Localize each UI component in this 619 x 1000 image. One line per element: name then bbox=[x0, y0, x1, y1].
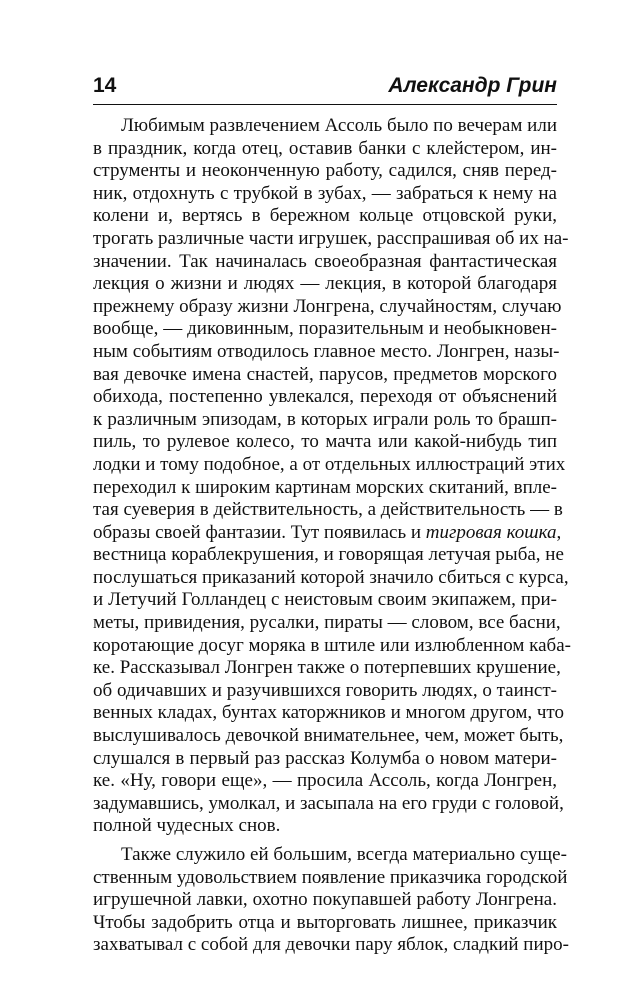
text-line: коротающие досуг моряка в штиле или излюбленном каба- bbox=[93, 634, 571, 656]
text-line: ник, отдохнуть с трубкой в зубах, — забраться к нему на bbox=[93, 182, 557, 204]
text-line: прежнему образу жизни Лонгрена, случайностям, случаю bbox=[93, 295, 562, 317]
text-line: лекция о жизни и людях — лекция, в которой благодаря bbox=[93, 273, 557, 295]
text-line: в праздник, когда отец, оставив банки с клейстером, ин- bbox=[93, 137, 557, 159]
text-line: струменты и неоконченную работу, садился, сняв перед- bbox=[93, 160, 557, 182]
text-line: переходил к широким картинам морских скитаний, впле- bbox=[93, 476, 557, 498]
text-line: значении. Так начиналась своеобразная фантастическая bbox=[93, 250, 557, 272]
text-line: к различным эпизодам, в которых играли роль то брашп- bbox=[93, 408, 557, 430]
text-line: захватывал с собой для девочки пару яблок, сладкий пиро- bbox=[93, 934, 569, 956]
text-line: выслушивалось девочкой внимательнее, чем, может быть, bbox=[93, 725, 564, 747]
page-number: 14 bbox=[93, 74, 117, 97]
italic-phrase: тигровая кошка bbox=[425, 521, 557, 543]
text-line: венных кладах, бунтах каторжников и многом другом, что bbox=[93, 702, 564, 724]
text-line: игрушечной лавки, охотно покупавшей работу Лонгрена. bbox=[93, 889, 557, 911]
text-line: ке. Рассказывал Лонгрен также о потерпевших крушение, bbox=[93, 657, 561, 679]
text-line: трогать различные части игрушек, расспрашивая об их на- bbox=[93, 227, 569, 249]
text-line: Любимым развлечением Ассоль было по вечерам или bbox=[121, 115, 557, 136]
book-author: Александр Грин bbox=[388, 74, 557, 97]
running-header bbox=[93, 74, 557, 104]
text-line: тая суеверия в действительность, а действительность — в bbox=[93, 499, 563, 521]
text-line: слушался в первый раз рассказ Колумба о новом матери- bbox=[93, 747, 557, 769]
text-line: ственным удовольствием появление приказчика городской bbox=[93, 866, 568, 888]
text-line: Также служило ей большим, всегда материально суще- bbox=[121, 844, 567, 865]
text-line: и Летучий Голландец с неистовым своим экипажем, при- bbox=[93, 589, 557, 611]
text-line: колени и, вертясь в бережном кольце отцовской руки, bbox=[93, 205, 557, 227]
text-line: об одичавших и разучившихся говорить людях, о таинст- bbox=[93, 679, 557, 701]
text-line: ным событиям отводилось главное место. Лонгрен, назы- bbox=[93, 340, 560, 362]
text-line: полной чудесных снов. bbox=[93, 815, 281, 837]
text-line: вестница кораблекрушения, и говорящая летучая рыба, не bbox=[93, 544, 564, 566]
text-line: лодки и тому подобное, а от отдельных иллюстраций этих bbox=[93, 453, 566, 475]
text-line: вообще, — диковинным, поразительным и необыкновен- bbox=[93, 318, 557, 340]
text-line: задумавшись, умолкал, и засыпала на его груди с головой, bbox=[93, 792, 564, 814]
text-line: обихода, постепенно увлекался, переходя от объяснений bbox=[93, 386, 557, 408]
body-text bbox=[93, 115, 571, 957]
text-line: меты, привидения, русалки, пираты — словом, все басни, bbox=[93, 612, 561, 634]
text-line: Чтобы задобрить отца и выторговать лишнее, приказчик bbox=[93, 911, 557, 933]
text-line: пиль, то рулевое колесо, то мачта или какой-нибудь тип bbox=[93, 431, 557, 453]
text-line: послушаться приказаний которой значило сбиться с курса, bbox=[93, 566, 569, 588]
text-line: ке. «Ну, говори еще», — просила Ассоль, когда Лонгрен, bbox=[93, 770, 557, 792]
text-line: образы своей фантазии. Тут появилась и тигровая кошка, bbox=[93, 521, 562, 543]
header-rule bbox=[93, 104, 557, 105]
text-line: вая девочке имена снастей, парусов, предметов морского bbox=[93, 363, 557, 385]
